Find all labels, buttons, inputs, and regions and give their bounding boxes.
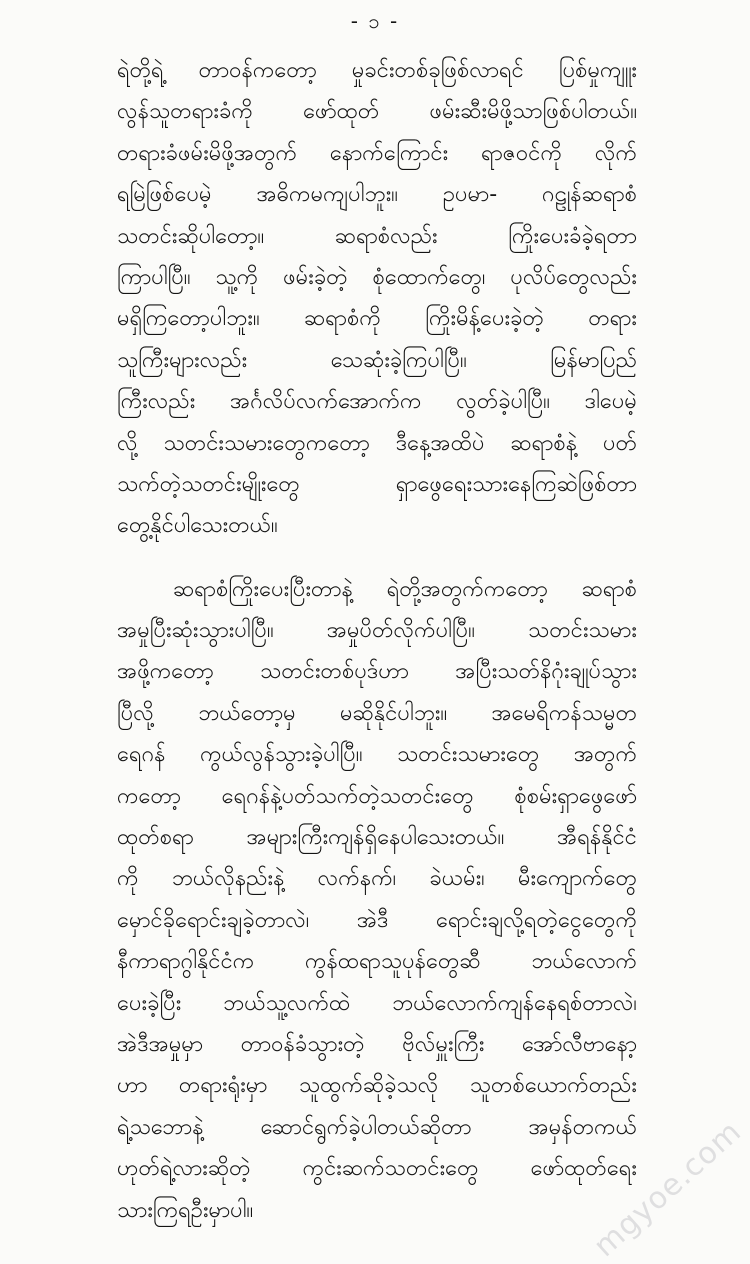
text-line: မရှိကြတော့ပါဘူး။ ဆရာစံကို ကြိုးမိန့်ပေးခဲ့တဲ့ တရား: [117, 306, 637, 332]
text-line: ကြီးလည်း အင်္ဂလိပ်လက်အောက်က လွတ်ခဲ့ပါပြီ။ ဒါပေမဲ့: [117, 389, 637, 415]
text-line: အဲဒီအမှုမှာ တာဝန်ခံသွားတဲ့ ဗိုလ်မှူးကြီး အော်လီဗာနော့: [117, 1031, 637, 1057]
text-line: ထုတ်စရာ အများကြီးကျန်ရှိနေပါသေးတယ်။ အီရန်နိုင်ငံ: [117, 825, 637, 851]
text-line: သားကြရဦးမှာပါ။: [117, 1197, 254, 1223]
text-line: မှောင်ခိုရောင်းချခဲ့တာလဲ၊ အဲဒီ ရောင်းချလို့ရတဲ့ငွေတွေကို: [117, 907, 637, 933]
text-line: ပြီလို့ ဘယ်တော့မှ မဆိုနိုင်ပါဘူး။ အမေရိကန်သမ္မတ: [117, 700, 637, 726]
text-line: ကို ဘယ်လိုနည်းနဲ့ လက်နက်၊ ခဲယမ်း၊ မီးကျောက်တွေ: [117, 866, 637, 892]
text-line: ဟုတ်ရဲ့လားဆိုတဲ့ ကွင်းဆက်သတင်းတွေ ဖော်ထုတ်ရေး: [117, 1156, 637, 1182]
text-line: ရမြဲဖြစ်ပေမဲ့ အဓိကမကျပါဘူး။ ဥပမာ- ဂဠုန်ဆရာစံ: [117, 182, 637, 208]
text-line: ကတော့ ရေဂန်နဲ့ပတ်သက်တဲ့သတင်းတွေ စုံစမ်းရှာဖွေဖော်: [117, 783, 637, 809]
paragraph-gap: [117, 547, 637, 569]
text-line: ဟာ တရားရုံးမှာ သူထွက်ဆိုခဲ့သလို သူတစ်ယောက်တည်း: [117, 1073, 637, 1099]
text-line: ကြာပါပြီ။ သူ့ကို ဖမ်းခဲ့တဲ့ စုံထောက်တွေ၊ ပုလိပ်တွေလည်း: [117, 264, 637, 290]
page-number: - ၁ -: [350, 9, 400, 33]
text-line: အမှုပြီးဆုံးသွားပါပြီ။ အမှုပိတ်လိုက်ပါပြီ။ သတင်းသမား: [117, 618, 637, 644]
text-line: လွန်သူတရားခံကို ဖော်ထုတ် ဖမ်းဆီးမိဖို့သာဖြစ်ပါတယ်။: [117, 99, 637, 125]
text-line: ပေးခဲ့ပြီး ဘယ်သူ့လက်ထဲ ဘယ်လောက်ကျန်နေရစ်တာလဲ၊: [117, 990, 637, 1016]
text-line: ရေဂန် ကွယ်လွန်သွားခဲ့ပါပြီ။ သတင်းသမားတွေ အတွက်: [117, 742, 637, 768]
text-line: သက်တဲ့သတင်းမျိုးတွေ ရှာဖွေရေးသားနေကြဆဲဖြစ်တာ: [117, 471, 637, 497]
text-line: လို့ သတင်းသမားတွေကတော့ ဒီနေ့အထိပဲ ဆရာစံနဲ့ ပတ်: [117, 430, 637, 456]
text-line: တွေ့နိုင်ပါသေးတယ်။: [117, 513, 278, 539]
text-line: ရဲ့သဘောနဲ့ ဆောင်ရွက်ခဲ့ပါတယ်ဆိုတာ အမှန်တကယ်: [117, 1114, 637, 1140]
body-text: [117, 50, 637, 1231]
text-line: သူကြီးများလည်း သေဆုံးခဲ့ကြပါပြီ။ မြန်မာပြည်: [117, 347, 637, 373]
text-line: သတင်းဆိုပါတော့။ ဆရာစံလည်း ကြိုးပေးခံခဲ့ရတာ: [117, 223, 637, 249]
text-line: တရားခံဖမ်းမိဖို့အတွက် နောက်ကြောင်း ရာဇဝင်ကို လိုက်: [117, 140, 637, 166]
text-line: ရဲတို့ရဲ့ တာဝန်ကတော့ မှုခင်းတစ်ခုဖြစ်လာရင် ပြစ်မှုကျူး: [117, 58, 637, 83]
paragraph-2: [117, 569, 637, 1231]
text-line: နီကာရာဂွါနိုင်ငံက ကွန်ထရာသူပုန်တွေဆီ ဘယ်လောက်: [117, 949, 637, 975]
text-line: အဖို့ကတော့ သတင်းတစ်ပုဒ်ဟာ အပြီးသတ်နိဂုံးချုပ်သွား: [117, 659, 637, 685]
watermark: mgyoe.com: [586, 1113, 748, 1264]
text-line: ဆရာစံကြိုးပေးပြီးတာနဲ့ ရဲတို့အတွက်ကတော့ ဆရာစံ: [173, 576, 637, 602]
paragraph-1: [117, 50, 637, 547]
